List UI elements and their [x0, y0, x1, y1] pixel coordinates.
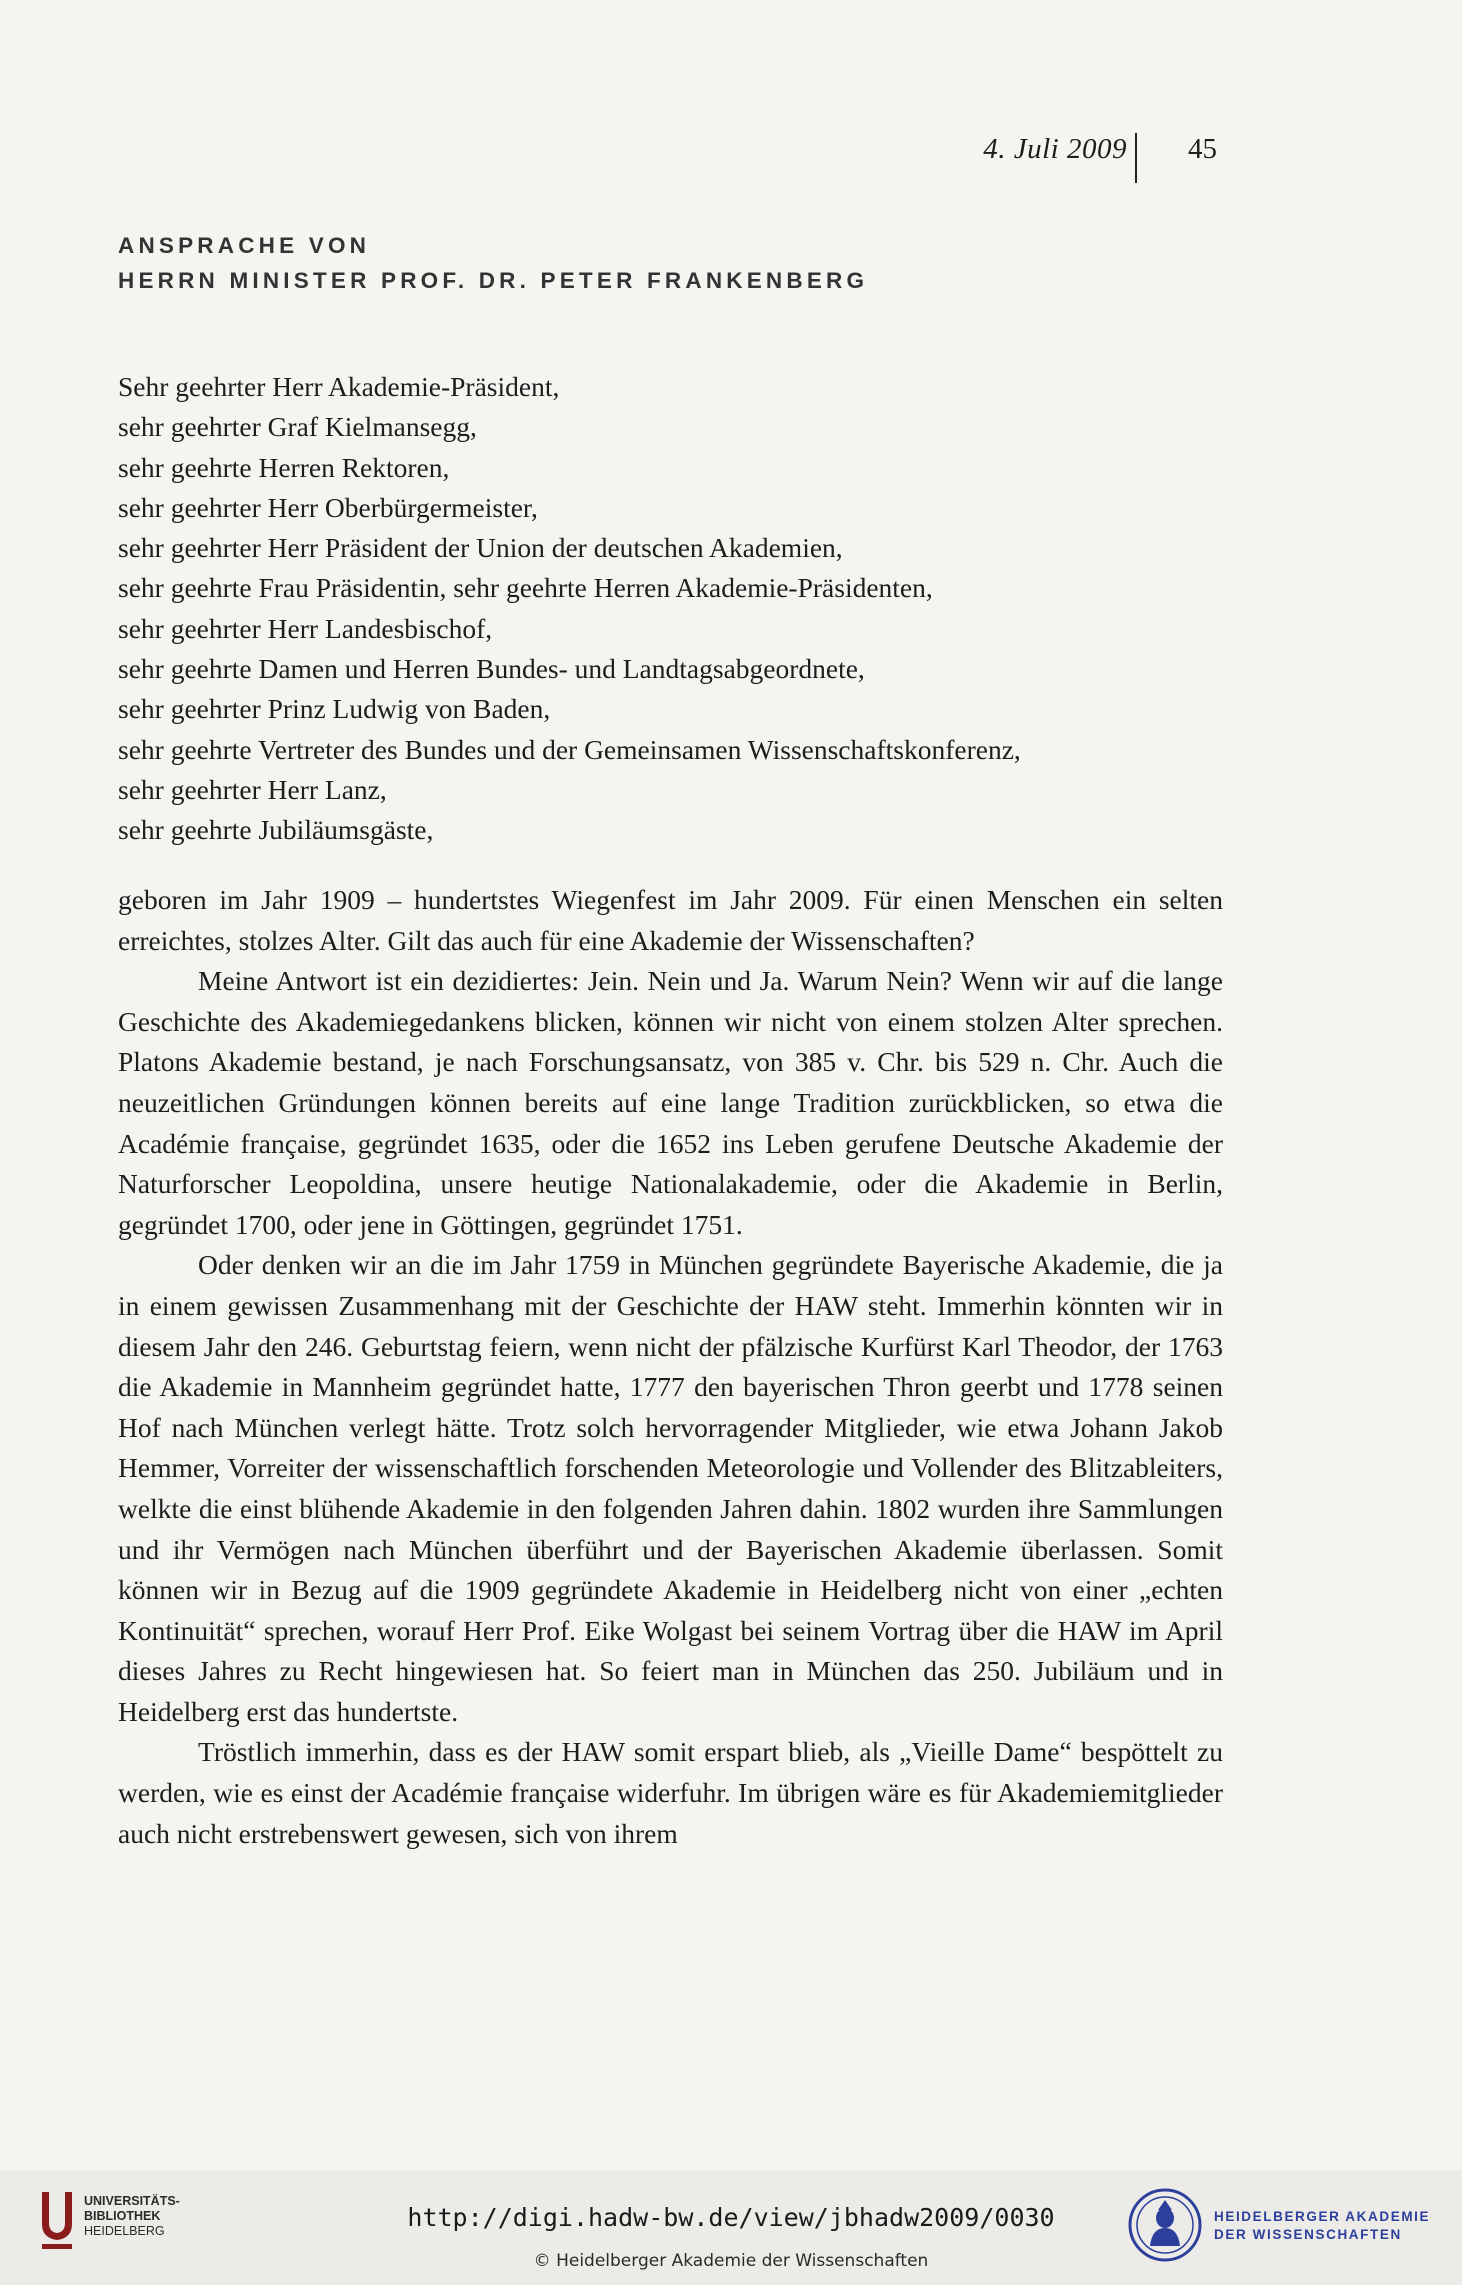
permalink-url[interactable]: http://digi.hadw-bw.de/view/jbhadw2009/0030 — [407, 2203, 1055, 2232]
library-line: UNIVERSITÄTS- — [84, 2194, 180, 2208]
running-head-divider — [1135, 133, 1137, 183]
digitization-footer — [0, 2170, 1462, 2285]
salutation-line: sehr geehrte Jubiläumsgäste, — [118, 814, 434, 846]
heading-line-2: HERRN MINISTER PROF. DR. PETER FRANKENBERG — [118, 268, 869, 293]
paragraph: Meine Antwort ist ein dezidiertes: Jein. Nein und Ja. Warum Nein? Wenn wir auf die lange Geschichte des Akademiegedankens blicken, können wir nicht von einem stolzen Alter sprechen. Platons Akademie bestand, je nach Forschungsansatz, von 385 v. Chr. bis 529 n. Chr. Auch die neuzeitlichen Gründungen können bereits auf eine lange Tradition zurückblicken, so etwa die Académie française, gegründet 1635, oder die 1652 ins Leben gerufene Deutsche Akademie der Naturforscher Leopoldina, unsere heutige Nationalakademie, oder die Akademie in Berlin, gegründet 1700, oder jene in Göttingen, gegründet 1751. — [118, 965, 1223, 1240]
academy-seal-icon — [1128, 2188, 1202, 2262]
running-head — [0, 133, 1462, 183]
salutation-line: Sehr geehrter Herr Akademie-Präsident, — [118, 371, 560, 402]
salutation-line: sehr geehrter Herr Lanz, — [118, 773, 387, 805]
salutation-line: sehr geehrte Vertreter des Bundes und der Gemeinsamen Wissenschaftskonferenz, — [118, 733, 1021, 765]
page-number: 45 — [1188, 133, 1217, 165]
paragraph: geboren im Jahr 1909 – hundertstes Wiegenfest im Jahr 2009. Für einen Menschen ein selten erreichtes, stolzes Alter. Gilt das auch für eine Akademie der Wissenschaften? — [118, 884, 1223, 956]
heading-line-1: ANSPRACHE VON — [118, 233, 371, 258]
salutation-line: sehr geehrter Herr Oberbürgermeister, — [118, 491, 538, 523]
body-text — [118, 880, 1223, 1854]
salutation-list — [118, 367, 1021, 851]
paragraph: Oder denken wir an die im Jahr 1759 in München gegründete Bayerische Akademie, die ja in einem gewissen Zusammenhang mit der Geschichte der HAW steht. Immerhin könnten wir in diesem Jahr den 246. Geburtstag feiern, wenn nicht der pfälzische Kurfürst Karl Theodor, der 1763 die Akademie in Mannheim gegründet hatte, 1777 den bayerischen Thron geerbt und 1778 seinen Hof nach München verlegt hätte. Trotz solch hervorragender Mitglieder, wie etwa Johann Jakob Hemmer, Vorreiter der wissenschaftlich forschenden Meteorologie und Vollender des Blitzableiters, welkte die einst blühende Akademie in den folgenden Jahren dahin. 1802 wurden ihre Sammlungen und ihr Vermögen nach München überführt und der Bayerischen Akademie überlassen. Somit können wir in Bezug auf die 1909 gegründete Akademie in Heidelberg nicht von einer „echten Kontinuität“ sprechen, worauf Herr Prof. Eike Wolgast bei seinem Vortrag über die HAW im April dieses Jahres zu Recht hingewiesen hat. So feiert man in München das 250. Jubiläum und in Heidelberg erst das hundertste. — [118, 1249, 1223, 1727]
salutation-line: sehr geehrter Herr Präsident der Union der deutschen Akademien, — [118, 532, 843, 564]
library-line: HEIDELBERG — [84, 2224, 165, 2238]
salutation-line: sehr geehrter Prinz Ludwig von Baden, — [118, 693, 551, 725]
running-head-date: 4. Juli 2009 — [983, 133, 1127, 165]
academy-line: HEIDELBERGER AKADEMIE — [1214, 2209, 1431, 2224]
section-heading — [118, 228, 868, 298]
library-line: BIBLIOTHEK — [84, 2209, 161, 2223]
salutation-line: sehr geehrte Damen und Herren Bundes- und Landtagsabgeordnete, — [118, 653, 865, 685]
academy-label — [1214, 2208, 1430, 2244]
salutation-line: sehr geehrter Herr Landesbischof, — [118, 612, 493, 644]
salutation-line: sehr geehrte Herren Rektoren, — [118, 451, 450, 483]
salutation-line: sehr geehrte Frau Präsidentin, sehr geehrte Herren Akademie-Präsidenten, — [118, 572, 933, 604]
academy-line: DER WISSENSCHAFTEN — [1214, 2227, 1402, 2242]
paragraph: Tröstlich immerhin, dass es der HAW somit erspart blieb, als „Vieille Dame“ bespöttelt zu werden, wie es einst der Académie française widerfuhr. Im übrigen wäre es für Akademiemitglieder auch nicht erstrebenswert gewesen, sich von ihrem — [118, 1736, 1223, 1849]
copyright-notice: © Heidelberger Akademie der Wissenschaften — [533, 2251, 929, 2271]
salutation-line: sehr geehrter Graf Kielmansegg, — [118, 411, 477, 443]
